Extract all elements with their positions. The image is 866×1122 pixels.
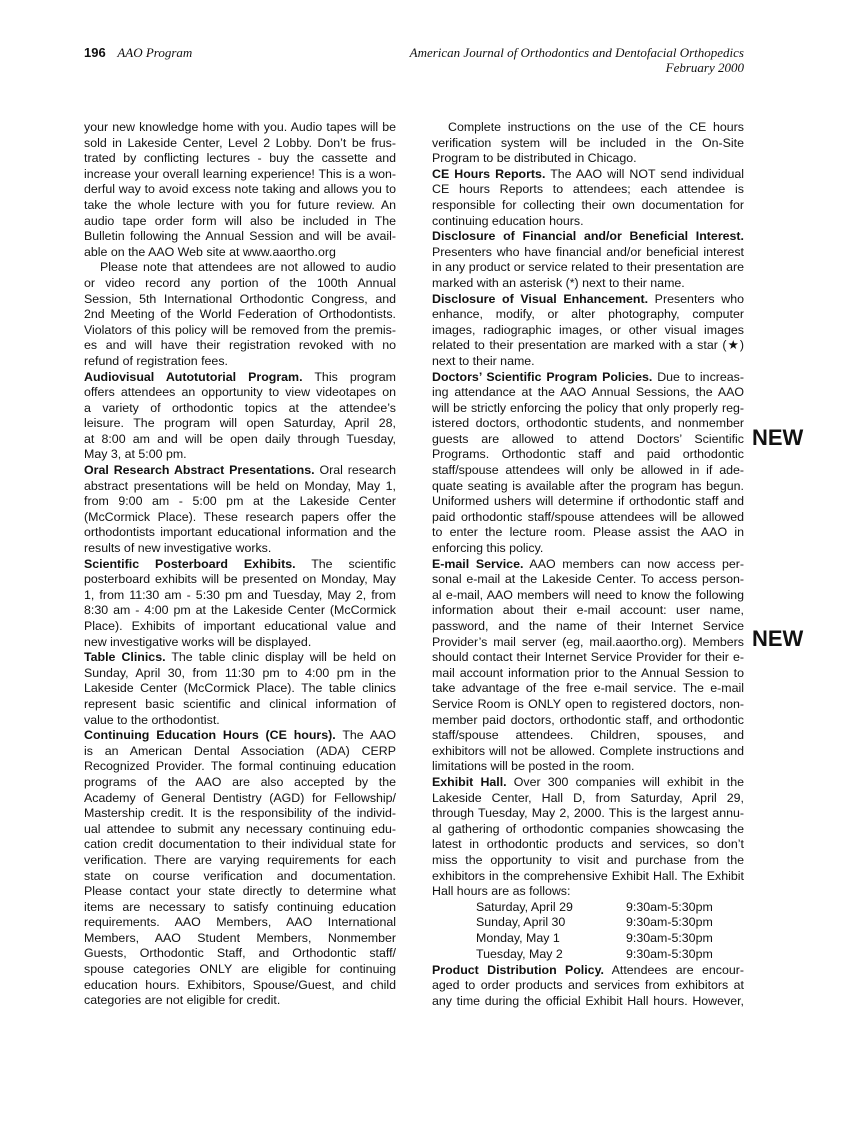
paragraph [432, 370, 744, 557]
text-line: new investigative works will be displayed. [84, 634, 312, 649]
text-line: es and will have their registration revoked with no [84, 338, 396, 353]
text-line: requirements. AAO Members, AAO International [84, 915, 396, 930]
text-line: sold in Lakeside Center, Level 2 Lobby. Don’t be frus- [84, 135, 396, 150]
text-line [432, 775, 744, 791]
text-line: 2nd Meeting of the World Federation of Orthodontists. [84, 307, 396, 322]
text-line: at 8:00 am and will be open daily through Tuesday, [84, 431, 396, 446]
text-line: Place). Exhibits of important educational value and [84, 619, 396, 633]
text-line: Provider’s mail server (eg, mail.aaortho.org). Members [432, 634, 744, 649]
text-line: your new knowledge home with you. Audio tapes will be [84, 120, 396, 134]
text-line [84, 728, 396, 744]
text-line: Mastership credit. It is the responsibility of the individ- [84, 806, 396, 821]
text-line: Bulletin following the Annual Session and will be avail- [84, 229, 396, 244]
text-line: Lakeside Center (McCormick Place). The table clinics [84, 681, 396, 696]
text-line [432, 963, 744, 979]
text-line: spouse categories ONLY are eligible for continuing [84, 962, 396, 977]
text-line: posterboard exhibits will be presented on Monday, May [84, 572, 396, 587]
text-line: Members, AAO Student Members, Nonmember [84, 930, 396, 945]
text-line [84, 557, 396, 573]
text-line [432, 370, 744, 386]
new-label: NEW [752, 425, 804, 450]
new-label: NEW [752, 626, 804, 651]
left-column [84, 120, 396, 1009]
hours-day: Monday, May 1 [476, 931, 560, 946]
text-line: should contact their Internet Service Provider for their e- [432, 650, 744, 665]
paragraph [432, 557, 744, 775]
text-line: to enter the lecture room. Please assist the AAO in [432, 525, 744, 540]
issue-date: February 2000 [665, 60, 744, 75]
text-line: categories are not eligible for credit. [84, 993, 281, 1008]
paragraph [84, 650, 396, 728]
paragraph-heading: Disclosure of Financial and/or Beneficial Interest. [432, 229, 744, 244]
text-line: aged to order products and services from exhibitors at [432, 978, 744, 993]
text-line [84, 463, 396, 479]
hours-time: 9:30am-5:30pm [626, 899, 713, 914]
text-line: al gathering of orthodontic companies showcasing the [432, 821, 744, 836]
text-line: trated by conflicting lectures - buy the cassette and [84, 151, 396, 166]
text-line: istered doctors, orthodontic students, and nonmember [432, 416, 744, 431]
text-line: enforcing this policy. [432, 541, 544, 556]
text-line: marked with an asterisk (*) next to their name. [432, 275, 685, 290]
text-line: able on the AAO Web site at www.aaortho.org [84, 244, 336, 259]
text-line: ual attendee to submit any necessary continuing edu- [84, 821, 396, 836]
text-line: 8:30 am - 4:00 pm at the Lakeside Center (McCormick [84, 603, 396, 618]
paragraph [432, 963, 744, 1010]
text-line: continuing education hours. [432, 213, 584, 228]
paragraph-text: The scientific [295, 556, 396, 571]
text-line: abstract presentations will be held on Monday, May 1, [84, 478, 396, 493]
text-line: guests are allowed to attend Doctors’ Scientific [432, 431, 744, 446]
text-line: related to their presentation are marked with a star (★) [432, 338, 744, 353]
text-line [432, 557, 744, 573]
text-line: enhance, modify, or alter photography, computer [432, 307, 744, 322]
paragraph-text: Due to increas- [652, 369, 744, 384]
text-line: Complete instructions on the use of the CE hours [448, 120, 744, 134]
text-line: offers attendees an opportunity to view videotapes on [84, 385, 396, 400]
text-line: through Tuesday, May 2, 2000. This is the largest annu- [432, 806, 744, 821]
text-line: Sunday, April 30, from 11:30 pm to 4:00 pm in the [84, 665, 396, 680]
text-line: paid orthodontic staff/spouse attendees will be allowed [432, 509, 744, 524]
text-line [84, 370, 396, 386]
hours-day: Saturday, April 29 [476, 899, 573, 914]
hours-row [432, 931, 744, 947]
paragraph-heading: Oral Research Abstract Presentations. [84, 463, 315, 478]
paragraph [432, 292, 744, 370]
paragraph [84, 557, 396, 651]
text-line: CE hours Reports to attendees; each attendee is [432, 182, 744, 197]
text-line: sonal e-mail at the Lakeside Center. To access person- [432, 572, 744, 587]
paragraph-heading: Exhibit Hall. [432, 774, 507, 789]
running-header-left [84, 45, 192, 61]
hours-table [432, 900, 744, 963]
paragraph-text: Over 300 companies will exhibit in the [506, 774, 744, 789]
text-line: Session, 5th International Orthodontic Congress, and [84, 291, 396, 306]
text-line: exhibitors will not be allowed. Complete instructions and [432, 743, 744, 758]
paragraph-heading: Audiovisual Autotutorial Program. [84, 369, 303, 384]
hours-time: 9:30am-5:30pm [626, 931, 713, 946]
text-line: May 3, at 5:00 pm. [84, 447, 187, 462]
text-line: Please contact your state directly to determine what [84, 884, 396, 899]
text-line: from 9:00 am - 5:00 pm at the Lakeside Center [84, 494, 396, 509]
paragraph-text: The AAO will NOT send individual [545, 166, 745, 181]
paragraph-heading: Doctors’ Scientific Program Policies. [432, 369, 653, 384]
text-line: Presenters who have financial and/or beneficial interest [432, 244, 744, 259]
text-line: al e-mail, AAO members will need to know the following [432, 587, 744, 602]
text-line: exhibitors in the comprehensive Exhibit Hall. The Exhibit [432, 868, 744, 883]
paragraph-text: The table clinic display will be held on [165, 650, 396, 665]
text-line: take the whole lecture with you for future review. An [84, 197, 396, 212]
right-column [432, 120, 744, 1010]
paragraph [84, 120, 396, 260]
hours-day: Sunday, April 30 [476, 915, 566, 930]
paragraph-text: The AAO [335, 728, 396, 743]
text-line: state on course verification and documentation. [84, 868, 396, 883]
text-line: represent basic scientific and clinical information of [84, 696, 396, 711]
paragraph [84, 463, 396, 557]
text-line: ing attendance at the AAO Annual Sessions, the AAO [432, 385, 744, 400]
text-line: Guests, Orthodontic Staff, and Orthodontic staff/ [84, 946, 396, 961]
paragraph-text: Oral research [314, 463, 396, 478]
text-line: verification system will be included in the On-Site [432, 135, 744, 150]
hours-row [432, 900, 744, 916]
text-line: 1, from 11:30 am - 5:30 pm and Tuesday, May 2, from [84, 587, 396, 602]
text-line: is an American Dental Association (ADA) CERP [84, 743, 396, 758]
text-line: cation credit documentation to their individual state for [84, 837, 396, 852]
paragraph [432, 229, 744, 291]
text-line: or video record any portion of the 100th Annual [84, 275, 396, 290]
text-line: education hours. Exhibitors, Spouse/Guest, and child [84, 977, 396, 992]
text-line: a variety of orthodontic topics at the attendee’s [84, 400, 396, 415]
text-line: orthodontists important educational information and the [84, 525, 396, 540]
paragraph-heading: Scientific Posterboard Exhibits. [84, 556, 296, 571]
text-line: Recognized Provider. The formal continuing education [84, 759, 396, 774]
text-line [432, 292, 744, 308]
journal-title: American Journal of Orthodontics and Dentofacial Orthopedics [409, 45, 744, 60]
paragraph-heading: Table Clinics. [84, 650, 166, 665]
text-line: any time during the official Exhibit Hall hours. However, [432, 994, 744, 1009]
text-line [432, 229, 744, 245]
text-line: Please note that attendees are not allowed to audio [100, 260, 396, 275]
text-line: Service Room is ONLY open to registered doctors, non- [432, 696, 744, 711]
text-line: Academy of General Dentistry (AGD) for Fellowship/ [84, 790, 396, 805]
hours-time: 9:30am-5:30pm [626, 947, 713, 962]
paragraph [432, 120, 744, 167]
text-line: derful way to avoid excess note taking and allows you to [84, 182, 396, 197]
text-line: Hall hours are as follows: [432, 884, 571, 899]
text-line: (McCormick Place). These research papers offer the [84, 509, 396, 524]
text-line: staff/spouse attendees will only be allowed in if ade- [432, 463, 744, 478]
text-line: programs of the AAO are also accepted by the [84, 774, 396, 789]
paragraph [84, 370, 396, 464]
text-line: Lakeside Center, Hall D, from Saturday, April 29, [432, 790, 744, 805]
text-line: verification. There are varying requirements for each [84, 852, 396, 867]
paragraph-heading: CE Hours Reports. [432, 166, 546, 181]
text-line: increase your overall learning experience! This is a won- [84, 166, 396, 181]
text-line: take advantage of the free e-mail service. The e-mail [432, 681, 744, 696]
hours-row [432, 915, 744, 931]
paragraph [432, 775, 744, 900]
page-number: 196 [84, 45, 106, 60]
text-line [84, 650, 396, 666]
text-line: items are necessary to satisfy continuing education [84, 899, 396, 914]
paragraph [84, 728, 396, 1009]
paragraph [432, 167, 744, 229]
paragraph-heading: E-mail Service. [432, 556, 524, 571]
text-line: Uniformed ushers will determine if orthodontic staff and [432, 494, 744, 509]
hours-row [432, 947, 744, 963]
text-line: information about their e-mail account: user name, [432, 603, 744, 618]
text-line: member paid doctors, orthodontic staff, and orthodontic [432, 712, 744, 727]
text-line: audio tape order form will also be included in The [84, 213, 396, 228]
paragraph [84, 260, 396, 369]
text-line: next to their name. [432, 353, 535, 368]
text-line: results of new investigative works. [84, 541, 272, 556]
text-line: Program to be distributed in Chicago. [432, 151, 637, 166]
text-line: quate seating is available after the program has begun. [432, 478, 744, 493]
paragraph-text: Presenters who [648, 291, 744, 306]
text-line: refund of registration fees. [84, 353, 228, 368]
text-line: will be strictly enforcing the policy that only properly reg- [432, 400, 744, 415]
hours-time: 9:30am-5:30pm [626, 915, 713, 930]
paragraph-heading: Disclosure of Visual Enhancement. [432, 291, 649, 306]
text-line: in any product or service related to their presentation are [432, 260, 744, 275]
text-line: staff/spouse attendees. Children, spouses, and [432, 728, 744, 743]
running-header-right [410, 45, 744, 76]
paragraph-text: This program [302, 369, 396, 384]
paragraph-heading: Continuing Education Hours (CE hours). [84, 728, 336, 743]
text-line: value to the orthodontist. [84, 712, 220, 727]
section-title: AAO Program [117, 45, 193, 60]
text-line: mail account information prior to the Annual Session to [432, 665, 744, 680]
text-line: miss the opportunity to visit and purchase from the [432, 852, 744, 867]
text-line [432, 167, 744, 183]
text-line: Programs. Orthodontic staff and paid orthodontic [432, 447, 744, 462]
text-line: password, and the name of their Internet Service [432, 619, 744, 633]
paragraph-text: Attendees are encour- [604, 962, 744, 977]
paragraph-text: AAO members can now access per- [523, 556, 744, 571]
text-line: images, radiographic images, or other visual images [432, 322, 744, 337]
text-line: limitations will be posted in the room. [432, 759, 635, 774]
text-line: Violators of this policy will be removed from the premis- [84, 322, 396, 337]
paragraph-heading: Product Distribution Policy. [432, 962, 604, 977]
text-line: leisure. The program will open Saturday, April 28, [84, 416, 396, 431]
hours-day: Tuesday, May 2 [476, 947, 563, 962]
text-line: latest in orthodontic products and services, so don’t [432, 837, 744, 852]
text-line: responsible for collecting their own documentation for [432, 197, 744, 212]
